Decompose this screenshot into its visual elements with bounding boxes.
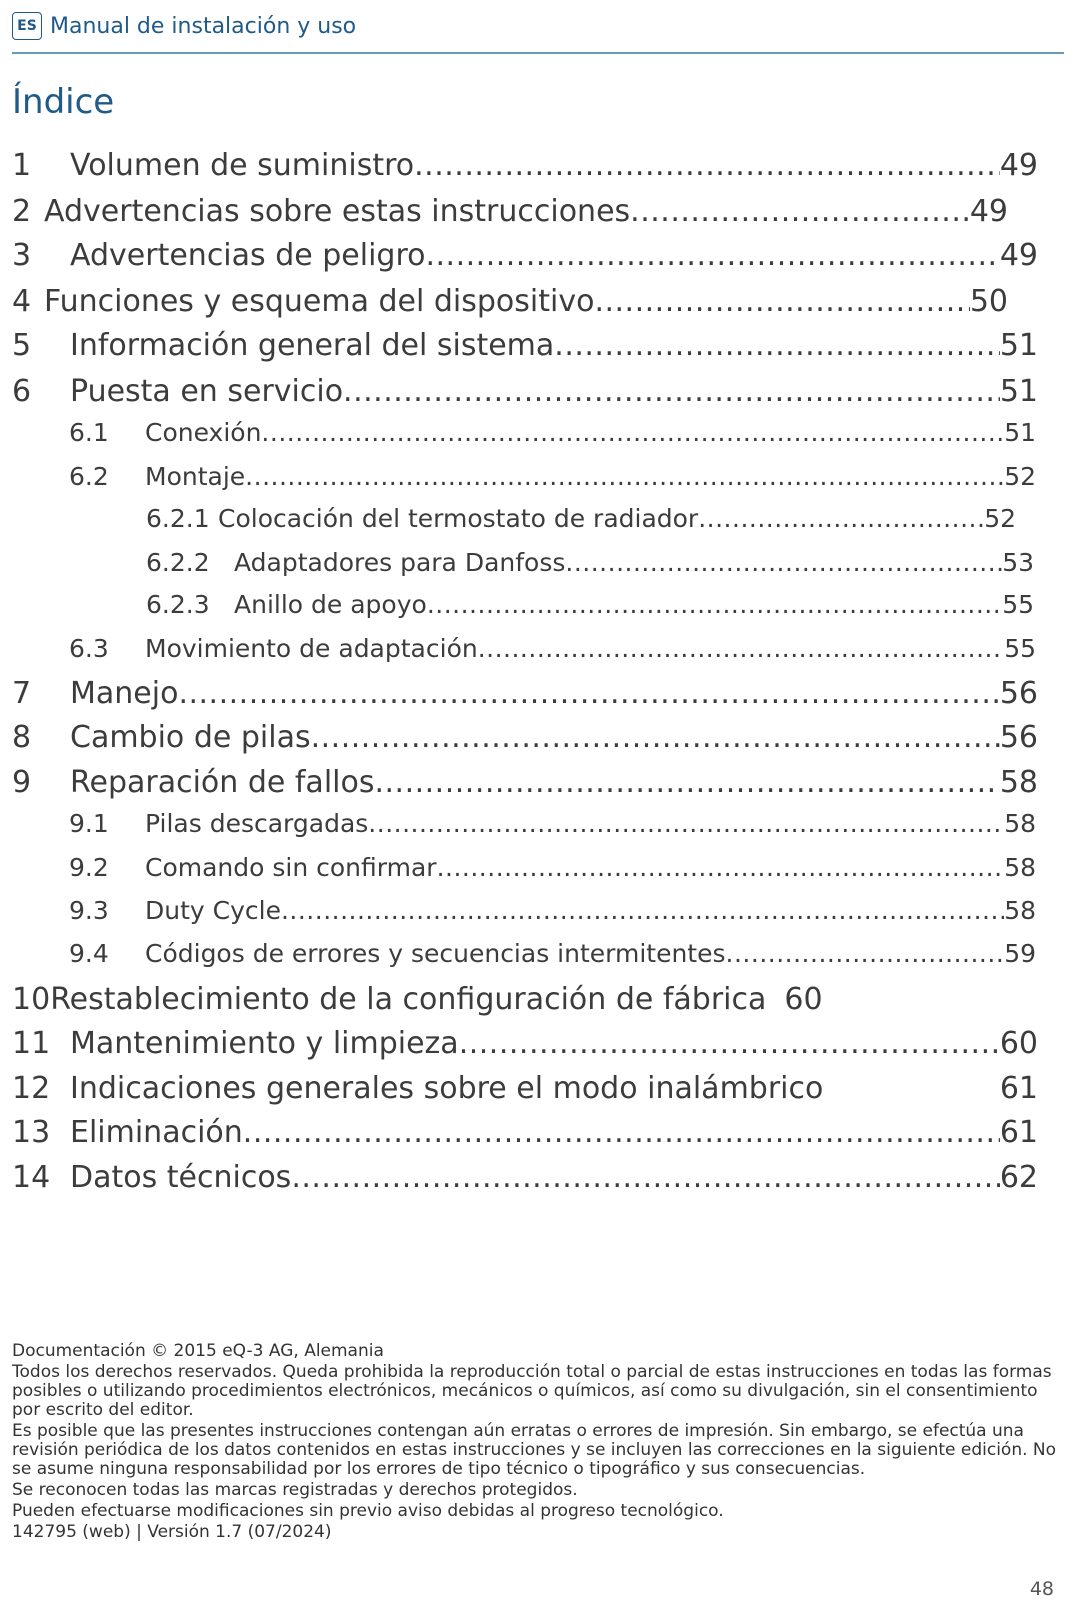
toc-leader [178,676,999,711]
toc-title: Códigos de errores y secuencias intermitentes [145,939,726,968]
toc-number: 4 [12,284,32,319]
toc-number: 2 [12,194,32,229]
toc-entry[interactable] [69,809,1036,838]
toc-page: 49 [969,194,1008,229]
toc-title: Reparación de fallos [70,765,375,800]
toc-page: 55 [1004,634,1036,663]
toc-entry[interactable] [12,284,1008,319]
toc-page: 51 [999,374,1038,409]
toc-number: 6.1 [69,418,109,447]
toc-page: 56 [999,720,1038,755]
toc-entry[interactable] [12,1160,1038,1195]
toc-leader [368,809,1004,838]
toc-title: Datos técnicos [70,1160,292,1195]
toc-page: 51 [999,328,1038,363]
toc-title: Manejo [70,676,179,711]
toc-title: Adaptadores para Danfoss [234,548,566,577]
toc-page: 53 [1002,548,1034,577]
toc-title: Montaje [145,462,246,491]
toc-title: Movimiento de adaptación [145,634,478,663]
toc-entry[interactable] [12,238,1038,273]
toc-number: 13 [12,1115,51,1150]
toc-entry[interactable] [12,720,1038,755]
toc-entry[interactable] [146,548,1034,577]
toc-entry[interactable] [146,504,1016,533]
toc-leader [291,1160,1000,1195]
page-header [12,12,1064,54]
toc-page: 49 [999,148,1038,183]
toc-leader [414,148,1000,183]
toc-entry[interactable] [12,1071,1038,1106]
toc-leader [311,720,1000,755]
toc-entry[interactable] [146,590,1034,619]
toc-page: 52 [1004,462,1036,491]
toc-leader [554,328,1000,363]
toc-leader [343,374,1000,409]
toc-number: 9.1 [69,809,109,838]
toc-number: 6.2.3 [146,590,210,619]
toc-leader [374,765,999,800]
toc-title: Comando sin confirmar [145,853,437,882]
toc-number: 9.4 [69,939,109,968]
toc-number: 10 [12,982,51,1017]
toc-leader [698,504,984,533]
toc-title: Conexión [145,418,262,447]
toc-number: 6.2 [69,462,109,491]
toc-title: Funciones y esquema del dispositivo [44,284,595,319]
toc-number: 3 [12,238,32,273]
language-badge: ES [12,12,42,40]
toc-page: 58 [999,765,1038,800]
toc-leader [437,853,1005,882]
toc-page: 62 [999,1160,1038,1195]
toc-number: 6.2.1 [146,504,210,533]
toc-entry[interactable] [69,939,1036,968]
toc-title: Restablecimiento de la configuración de fábrica [50,982,767,1017]
page-title: Índice [12,82,115,122]
toc-entry[interactable] [12,374,1038,409]
legal-footer [12,1342,1064,1544]
toc-title: Cambio de pilas [70,720,311,755]
toc-title: Anillo de apoyo [234,590,427,619]
toc-entry[interactable] [12,982,823,1017]
copyright-line: Documentación © 2015 eQ-3 AG, Alemania [12,1341,384,1361]
toc-entry[interactable] [69,896,1036,925]
toc-number: 12 [12,1071,51,1106]
toc-title: Indicaciones generales sobre el modo inalámbrico [70,1071,824,1106]
toc-title: Duty Cycle [145,896,281,925]
toc-page: 61 [999,1115,1038,1150]
toc-leader [594,284,969,319]
toc-entry[interactable] [69,462,1036,491]
toc-leader [245,462,1004,491]
errata-paragraph: Es posible que las presentes instrucciones contengan aún erratas o errores de impresión. Sin embargo, se efectúa una revisión periódica de los datos contenidos en estas instrucciones y se incluyen las correcciones en la siguiente edición. No se asume ninguna responsabilidad por los errores de tipo técnico o tipográfico y sus consecuencias. [12,1421,1057,1479]
toc-title: Advertencias sobre estas instrucciones [44,194,631,229]
toc-page: 60 [999,1026,1038,1061]
toc-title: Puesta en servicio [70,374,344,409]
toc-title: Colocación del termostato de radiador [218,504,699,533]
toc-entry[interactable] [12,676,1038,711]
toc-entry[interactable] [69,634,1036,663]
toc-number: 8 [12,720,32,755]
header-title: Manual de instalación y uso [50,14,357,39]
toc-page: 51 [1004,418,1036,447]
toc-title: Información general del sistema [70,328,555,363]
toc-leader [478,634,1004,663]
toc-leader [726,939,1005,968]
toc-number: 5 [12,328,32,363]
toc-entry[interactable] [12,1026,1038,1061]
toc-leader [565,548,1002,577]
toc-entry[interactable] [12,765,1038,800]
toc-page: 59 [1004,939,1036,968]
toc-leader [281,896,1004,925]
toc-number: 6.3 [69,634,109,663]
toc-number: 7 [12,676,32,711]
toc-leader [459,1026,1000,1061]
toc-entry[interactable] [12,148,1038,183]
toc-page: 50 [969,284,1008,319]
toc-number: 11 [12,1026,51,1061]
toc-leader [243,1115,1000,1150]
toc-leader [427,590,1002,619]
toc-page: 49 [999,238,1038,273]
toc-title: Volumen de suministro [70,148,415,183]
toc-title: Pilas descargadas [145,809,369,838]
toc-title: Eliminación [70,1115,243,1150]
toc-title: Advertencias de peligro [70,238,426,273]
toc-number: 9.2 [69,853,109,882]
toc-page: 58 [1004,809,1036,838]
toc-number: 14 [12,1160,51,1195]
trademarks-line: Se reconocen todas las marcas registradas y derechos protegidos. [12,1480,578,1500]
toc-page: 60 [784,982,823,1017]
toc-leader [630,194,970,229]
modifications-line: Pueden efectuarse modificaciones sin previo aviso debidas al progreso tecnológico. [12,1501,724,1521]
toc-page: 58 [1004,853,1036,882]
page-number: 48 [1029,1578,1054,1600]
toc-number: 6.2.2 [146,548,210,577]
toc-leader [425,238,999,273]
toc-entry[interactable] [69,853,1036,882]
toc-number: 9 [12,765,32,800]
toc-page: 61 [999,1071,1038,1106]
toc-page: 56 [999,676,1038,711]
toc-entry[interactable] [12,1115,1038,1150]
toc-title: Mantenimiento y limpieza [70,1026,459,1061]
version-line: 142795 (web) | Versión 1.7 (07/2024) [12,1522,332,1542]
toc-number: 1 [12,148,32,183]
toc-page: 58 [1004,896,1036,925]
toc-page: 55 [1002,590,1034,619]
toc-entry[interactable] [69,418,1036,447]
toc-entry[interactable] [12,328,1038,363]
toc-number: 9.3 [69,896,109,925]
toc-leader [261,418,1004,447]
rights-paragraph: Todos los derechos reservados. Queda prohibida la reproducción total o parcial de estas instrucciones en todas las formas posibles o utilizando procedimientos electrónicos, mecánicos o químicos, así como su divulgación, sin el consentimiento por escrito del editor. [12,1362,1052,1420]
toc-entry[interactable] [12,194,1008,229]
toc-page: 52 [984,504,1016,533]
toc-number: 6 [12,374,32,409]
